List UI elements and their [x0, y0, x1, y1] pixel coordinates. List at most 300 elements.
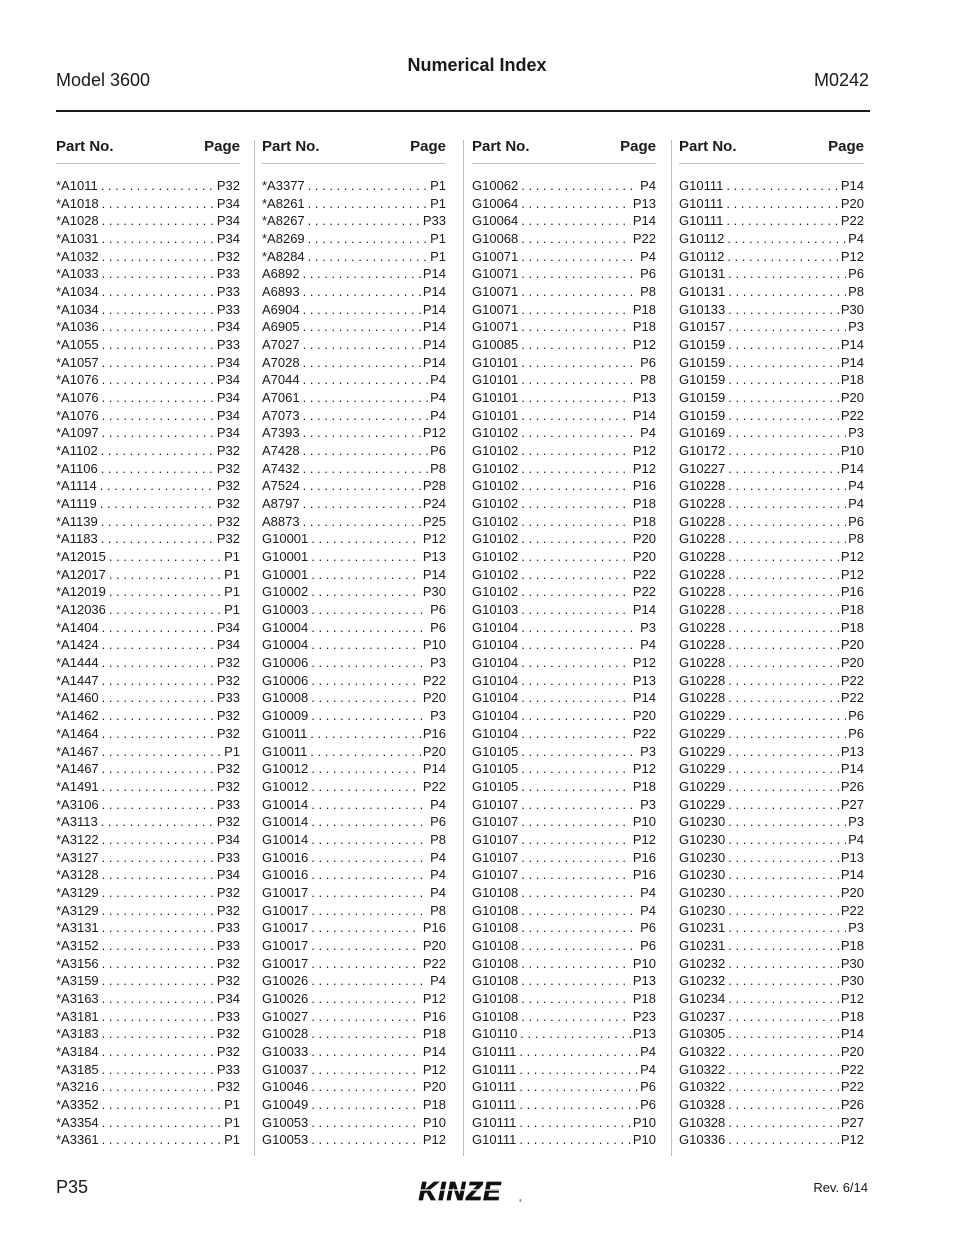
page-reference: P14 [840, 354, 864, 370]
part-number: A7027 [262, 337, 300, 353]
part-number: G10111 [472, 1061, 517, 1077]
dot-leader [517, 1025, 631, 1043]
part-number: *A1076 [56, 390, 99, 406]
part-number: G10305 [679, 1026, 726, 1042]
part-number: G10107 [472, 867, 519, 883]
page-reference: P26 [840, 1096, 864, 1112]
index-row [56, 725, 240, 743]
page-reference: P3 [430, 655, 446, 671]
page-reference: P4 [848, 478, 864, 494]
page-reference: P33 [216, 796, 240, 812]
part-number: G10104 [472, 690, 519, 706]
part-number: G10071 [472, 319, 519, 335]
page-reference: P4 [430, 372, 446, 388]
index-row [679, 548, 864, 566]
page-reference: P20 [422, 690, 446, 706]
index-row [472, 442, 656, 460]
part-number: G10068 [472, 231, 519, 247]
part-number: *A1102 [56, 443, 98, 459]
index-row [262, 1025, 446, 1043]
page-reference: P4 [640, 425, 656, 441]
part-number: G10102 [472, 584, 519, 600]
dot-leader [308, 778, 421, 796]
page-reference: P8 [640, 372, 656, 388]
dot-leader [308, 937, 421, 955]
page-reference: P18 [632, 778, 656, 794]
index-row [472, 601, 656, 619]
page-reference: P6 [640, 266, 656, 282]
page-reference: P14 [632, 690, 656, 706]
part-number: *A8261 [262, 195, 305, 211]
dot-leader [99, 707, 215, 725]
part-number: *A3183 [56, 1026, 99, 1042]
part-number: G10012 [262, 761, 309, 777]
part-number: A8797 [262, 496, 300, 512]
index-row [56, 265, 240, 283]
dot-leader [725, 707, 846, 725]
index-row [472, 1008, 656, 1026]
part-number: G10001 [262, 549, 309, 565]
dot-leader [725, 849, 839, 867]
dot-leader [725, 460, 839, 478]
page-reference: P12 [632, 831, 656, 847]
dot-leader [518, 778, 631, 796]
page-reference: P14 [840, 1026, 864, 1042]
index-row [56, 389, 240, 407]
page-reference: P12 [632, 337, 656, 353]
index-row [679, 407, 864, 425]
page-reference: P18 [632, 513, 656, 529]
part-number: G10105 [472, 778, 519, 794]
dot-leader [516, 1061, 638, 1079]
part-number: G10009 [262, 708, 309, 724]
dot-leader [725, 354, 839, 372]
index-row [262, 460, 446, 478]
page-reference: P8 [848, 531, 864, 547]
page-reference: P22 [840, 407, 864, 423]
page-reference: P34 [216, 231, 240, 247]
part-number: *A1033 [56, 266, 99, 282]
part-number: G10028 [262, 1026, 309, 1042]
part-number: G10159 [679, 372, 726, 388]
index-row [472, 636, 656, 654]
page-reference: P22 [422, 672, 446, 688]
part-number: *A1036 [56, 319, 99, 335]
dot-leader [308, 990, 421, 1008]
revision-date: Rev. 6/14 [813, 1180, 868, 1195]
page-reference: P8 [640, 284, 656, 300]
dot-leader [725, 919, 846, 937]
page-reference: P4 [640, 1061, 656, 1077]
page-reference: P12 [840, 549, 864, 565]
dot-leader [725, 654, 839, 672]
page-reference: P16 [422, 725, 446, 741]
index-row [679, 1096, 864, 1114]
index-row [472, 743, 656, 761]
dot-leader [305, 195, 428, 213]
index-row [56, 990, 240, 1008]
index-row [679, 937, 864, 955]
page-reference: P8 [430, 831, 446, 847]
index-row [56, 743, 240, 761]
part-number: *A1032 [56, 248, 99, 264]
dot-leader [99, 743, 222, 761]
part-number: *A1119 [56, 496, 97, 512]
part-number: G10111 [679, 195, 724, 211]
part-number: G10159 [679, 390, 726, 406]
part-no-header: Part No. [262, 138, 320, 155]
part-number: G10105 [472, 761, 519, 777]
dot-leader [300, 389, 429, 407]
page-reference: P32 [216, 672, 240, 688]
dot-leader [308, 672, 421, 690]
part-number: G10336 [679, 1132, 726, 1148]
dot-leader [518, 849, 631, 867]
index-row [679, 566, 864, 584]
index-row [679, 336, 864, 354]
index-row [679, 212, 864, 230]
page-reference: P32 [216, 248, 240, 264]
part-number: G10027 [262, 1008, 309, 1024]
dot-leader [99, 407, 215, 425]
column-header-rule [262, 163, 446, 164]
page-reference: P18 [840, 372, 864, 388]
dot-leader [725, 884, 839, 902]
part-number: *A12017 [56, 566, 106, 582]
page-reference: P33 [216, 337, 240, 353]
dot-leader [99, 283, 215, 301]
part-number: G10230 [679, 902, 726, 918]
index-row [56, 778, 240, 796]
dot-leader [308, 1078, 421, 1096]
dot-leader [99, 354, 215, 372]
index-row [679, 884, 864, 902]
part-number: G10111 [472, 1096, 517, 1112]
part-number: G10006 [262, 672, 309, 688]
dot-leader [518, 743, 638, 761]
dot-leader [725, 283, 846, 301]
part-number: *A1018 [56, 195, 99, 211]
index-row [472, 1043, 656, 1061]
part-number: G10108 [472, 1008, 519, 1024]
part-number: G10107 [472, 831, 519, 847]
dot-leader [518, 636, 638, 654]
page-reference: P33 [216, 920, 240, 936]
dot-leader [518, 354, 638, 372]
page-reference: P14 [422, 337, 446, 353]
page-reference: P1 [224, 584, 240, 600]
page-reference: P32 [216, 973, 240, 989]
dot-leader [300, 477, 421, 495]
part-number: G10159 [679, 407, 726, 423]
index-row [56, 1114, 240, 1132]
part-number: *A3159 [56, 973, 99, 989]
index-row [679, 424, 864, 442]
page-reference: P3 [430, 708, 446, 724]
part-number: G10169 [679, 425, 726, 441]
index-row [472, 619, 656, 637]
part-number: A6892 [262, 266, 300, 282]
part-number: A7393 [262, 425, 300, 441]
part-number: *A1447 [56, 672, 99, 688]
dot-leader [725, 318, 846, 336]
index-row [472, 477, 656, 495]
dot-leader [106, 583, 222, 601]
part-number: G10228 [679, 602, 726, 618]
page-reference: P6 [848, 725, 864, 741]
page-reference: P23 [632, 1008, 656, 1024]
page-reference: P3 [640, 619, 656, 635]
index-row [262, 336, 446, 354]
part-number: G10322 [679, 1061, 726, 1077]
index-row [56, 760, 240, 778]
dot-leader [99, 831, 215, 849]
index-row [679, 849, 864, 867]
page-reference: P1 [430, 195, 446, 211]
page-reference: P6 [848, 266, 864, 282]
part-number: G10230 [679, 814, 726, 830]
index-row [472, 849, 656, 867]
part-number: G10228 [679, 478, 726, 494]
dot-leader [308, 813, 428, 831]
index-row [472, 902, 656, 920]
dot-leader [308, 636, 421, 654]
index-row [679, 796, 864, 814]
dot-leader [98, 530, 215, 548]
dot-leader [725, 548, 839, 566]
page-reference: P1 [224, 1132, 240, 1148]
index-row [56, 318, 240, 336]
index-row [679, 619, 864, 637]
part-number: G10228 [679, 584, 726, 600]
page-reference: P6 [640, 354, 656, 370]
dot-leader [99, 725, 215, 743]
column-header-rule [472, 163, 656, 164]
part-number: G10111 [472, 1079, 517, 1095]
index-row [679, 672, 864, 690]
dot-leader [518, 919, 638, 937]
header-rule [56, 110, 870, 112]
index-row [472, 371, 656, 389]
part-number: *A3181 [56, 1008, 99, 1024]
part-number: *A1106 [56, 460, 98, 476]
page-reference: P10 [632, 814, 656, 830]
index-row [472, 354, 656, 372]
index-column-4 [679, 138, 864, 1148]
dot-leader [725, 743, 839, 761]
page-reference: P33 [216, 937, 240, 953]
part-number: G10014 [262, 814, 309, 830]
dot-leader [99, 866, 215, 884]
part-number: G10230 [679, 867, 726, 883]
part-number: G10131 [679, 266, 726, 282]
page-reference: P14 [422, 354, 446, 370]
index-row [679, 495, 864, 513]
dot-leader [724, 248, 839, 266]
page-reference: P18 [840, 1008, 864, 1024]
page-reference: P34 [216, 831, 240, 847]
part-number: G10111 [679, 178, 724, 193]
model-name: Model 3600 [56, 70, 151, 90]
page-reference: P4 [430, 867, 446, 883]
page-reference: P32 [216, 778, 240, 794]
svg-text:®: ® [519, 1198, 522, 1203]
index-row [56, 813, 240, 831]
index-row [56, 177, 240, 195]
part-number: A7061 [262, 390, 300, 406]
index-row [262, 990, 446, 1008]
index-row [56, 212, 240, 230]
index-row [262, 354, 446, 372]
index-row [56, 301, 240, 319]
index-rows [472, 177, 656, 1149]
dot-leader [518, 760, 631, 778]
page-reference: P33 [216, 1061, 240, 1077]
page-reference: P6 [430, 814, 446, 830]
dot-leader [518, 336, 631, 354]
page-reference: P6 [430, 443, 446, 459]
page-reference: P16 [840, 584, 864, 600]
page-reference: P3 [640, 743, 656, 759]
dot-leader [518, 548, 631, 566]
index-row [679, 636, 864, 654]
dot-leader [516, 1043, 638, 1061]
part-number: G10232 [679, 955, 726, 971]
page-reference: P32 [216, 513, 240, 529]
index-row [56, 1078, 240, 1096]
part-number: *A3106 [56, 796, 99, 812]
index-row [262, 530, 446, 548]
index-row [472, 407, 656, 425]
index-row [262, 725, 446, 743]
part-number: G10017 [262, 902, 309, 918]
part-number: *A1114 [56, 478, 97, 494]
dot-leader [308, 1131, 421, 1149]
dot-leader [308, 796, 428, 814]
index-row [56, 530, 240, 548]
page-reference: P12 [840, 990, 864, 1006]
index-row [679, 689, 864, 707]
part-number: G10001 [262, 566, 309, 582]
part-number: A7073 [262, 407, 300, 423]
dot-leader [518, 195, 631, 213]
dot-leader [724, 230, 846, 248]
dot-leader [99, 371, 215, 389]
index-row [472, 230, 656, 248]
dot-leader [300, 442, 429, 460]
page-reference: P22 [840, 672, 864, 688]
page-reference: P4 [640, 1043, 656, 1059]
part-no-header: Part No. [679, 138, 737, 155]
dot-leader [300, 460, 429, 478]
dot-leader [99, 195, 215, 213]
page-reference: P6 [430, 602, 446, 618]
dot-leader [725, 636, 839, 654]
dot-leader [725, 1025, 839, 1043]
page-reference: P32 [216, 902, 240, 918]
index-row [56, 371, 240, 389]
dot-leader [308, 1096, 421, 1114]
index-row [262, 283, 446, 301]
page-reference: P20 [840, 637, 864, 653]
page-reference: P1 [224, 602, 240, 618]
page-reference: P16 [632, 849, 656, 865]
part-number: G10102 [472, 478, 519, 494]
page-reference: P13 [632, 390, 656, 406]
part-number: G10046 [262, 1079, 309, 1095]
page-reference: P18 [422, 1026, 446, 1042]
dot-leader [98, 813, 215, 831]
page-reference: P13 [840, 849, 864, 865]
index-row [56, 619, 240, 637]
dot-leader [725, 389, 839, 407]
part-number: G10228 [679, 496, 726, 512]
page-reference: P20 [840, 390, 864, 406]
part-number: G10229 [679, 743, 726, 759]
page-reference: P22 [632, 584, 656, 600]
index-row [262, 1078, 446, 1096]
part-number: *A3129 [56, 902, 99, 918]
page-reference: P13 [632, 1026, 656, 1042]
page-title: Numerical Index [407, 55, 547, 75]
dot-leader [518, 513, 631, 531]
dot-leader [725, 1114, 839, 1132]
part-number: G10071 [472, 301, 519, 317]
dot-leader [516, 1114, 631, 1132]
index-row [679, 866, 864, 884]
index-row [56, 672, 240, 690]
page-reference: P20 [422, 937, 446, 953]
column-divider [671, 140, 672, 1156]
part-number: G10008 [262, 690, 309, 706]
part-number: G10107 [472, 814, 519, 830]
part-number: G10322 [679, 1079, 726, 1095]
page-reference: P1 [430, 248, 446, 264]
page-reference: P1 [224, 1114, 240, 1130]
index-row [56, 1043, 240, 1061]
part-number: *A1424 [56, 637, 99, 653]
page-reference: P20 [632, 531, 656, 547]
index-row [679, 354, 864, 372]
dot-leader [518, 265, 638, 283]
index-row [472, 689, 656, 707]
index-row [679, 195, 864, 213]
page-reference: P12 [840, 1132, 864, 1148]
dot-leader [308, 530, 421, 548]
index-row [56, 972, 240, 990]
dot-leader [99, 1131, 222, 1149]
page-reference: P33 [422, 213, 446, 229]
dot-leader [99, 937, 215, 955]
page-reference: P1 [430, 231, 446, 247]
dot-leader [300, 495, 421, 513]
dot-leader [518, 177, 638, 195]
dot-leader [518, 813, 631, 831]
page-reference: P18 [840, 602, 864, 618]
index-row [56, 1025, 240, 1043]
part-number: G10328 [679, 1114, 726, 1130]
part-number: G10102 [472, 496, 519, 512]
index-row [472, 813, 656, 831]
dot-leader [308, 884, 428, 902]
index-row [262, 884, 446, 902]
page-reference: P10 [632, 1132, 656, 1148]
page-reference: P20 [840, 1043, 864, 1059]
dot-leader [106, 601, 222, 619]
page-reference: P33 [216, 266, 240, 282]
dot-leader [518, 318, 631, 336]
page-reference: P22 [422, 778, 446, 794]
